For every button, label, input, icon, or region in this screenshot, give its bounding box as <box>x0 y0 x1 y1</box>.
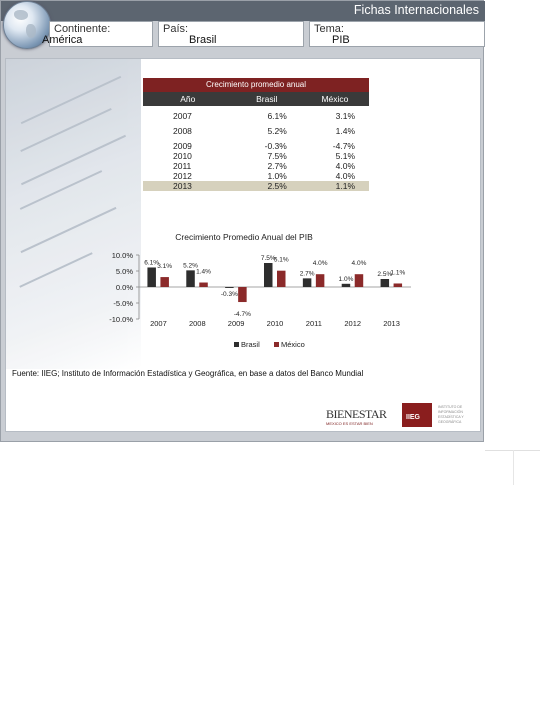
column-header: Año <box>143 92 233 106</box>
country-label: País: <box>163 23 189 35</box>
continent-field <box>42 21 153 47</box>
data-label: 6.1% <box>144 259 160 267</box>
table-cell: 2012 <box>173 171 192 181</box>
y-tick-label: 5.0% <box>115 267 133 276</box>
data-label: 1.1% <box>390 269 406 277</box>
bar-brasil-2008 <box>186 270 195 287</box>
gdp-growth-chart <box>6 59 481 359</box>
x-tick-label: 2011 <box>305 319 322 328</box>
x-tick-label: 2013 <box>383 319 400 328</box>
bar-méxico-2007 <box>160 277 169 287</box>
bar-brasil-2013 <box>381 279 390 287</box>
y-tick-label: -5.0% <box>113 299 133 308</box>
bar-méxico-2011 <box>316 274 325 287</box>
table-cell: 4.0% <box>335 161 355 171</box>
data-label: 5.2% <box>183 262 198 270</box>
table-cell: 2.5% <box>233 181 301 191</box>
iieg-logo-caption: INSTITUTO DE INFORMACIÓN ESTADÍSTICA Y GEOGRÁFICA <box>438 405 464 424</box>
country-value: Brasil <box>189 34 217 46</box>
legend-label: Brasil <box>241 340 260 349</box>
bienestar-logo: BIENESTAR <box>326 407 387 421</box>
y-tick-label: 10.0% <box>111 251 133 260</box>
bienestar-logo-tagline: MEXICO ES ESTAR BIEN <box>326 421 373 426</box>
source-note: Fuente: IIEG; Instituto de Información Estadística y Geográfica, en base a datos del Banco Mundial <box>12 369 364 378</box>
topic-label: Tema: <box>314 23 344 35</box>
table-cell: 6.1% <box>267 111 287 121</box>
table-cell: 1.4% <box>335 126 355 136</box>
bar-méxico-2012 <box>355 274 364 287</box>
divider <box>513 450 514 485</box>
data-label: 2.5% <box>377 271 393 278</box>
data-label: 7.5% <box>260 255 276 262</box>
legend-swatch <box>274 342 279 347</box>
table-cell: 4.0% <box>335 171 355 181</box>
x-tick-label: 2007 <box>150 319 167 328</box>
table-cell: -0.3% <box>264 141 287 151</box>
column-header: México <box>301 92 369 106</box>
table-cell: -4.7% <box>332 141 355 151</box>
column-header: Brasil <box>233 92 301 106</box>
bar-brasil-2010 <box>264 263 273 287</box>
y-tick-label: 0.0% <box>115 283 133 292</box>
topic-value: PIB <box>332 34 350 46</box>
data-label: -4.7% <box>233 311 251 319</box>
table-cell: 2009 <box>173 141 192 151</box>
table-cell: 7.5% <box>267 151 287 161</box>
bar-méxico-2008 <box>199 283 208 287</box>
iieg-logo-text: IIEG <box>406 414 421 421</box>
legend-swatch <box>234 342 239 347</box>
x-tick-label: 2008 <box>188 319 206 328</box>
table-caption: Crecimiento promedio anual <box>143 78 369 92</box>
table-cell: 2008 <box>173 126 192 136</box>
table-cell: 2011 <box>173 161 192 171</box>
x-tick-label: 2009 <box>227 319 245 328</box>
bar-méxico-2009 <box>238 287 247 302</box>
data-label: 1.4% <box>196 268 211 276</box>
continent-value: América <box>42 34 83 46</box>
bar-brasil-2009 <box>225 287 234 288</box>
chart-title: Crecimiento Promedio Anual del PIB <box>175 232 313 242</box>
x-tick-label: 2010 <box>266 319 284 328</box>
bar-brasil-2007 <box>147 267 156 287</box>
legend-label: México <box>281 340 305 349</box>
table-cell: 5.2% <box>267 126 287 136</box>
bar-méxico-2010 <box>277 271 286 287</box>
table-cell: 1.1% <box>301 181 369 191</box>
bar-brasil-2011 <box>303 278 312 287</box>
data-label: 4.0% <box>351 260 367 268</box>
table-cell: 3.1% <box>335 111 355 121</box>
y-tick-label: -10.0% <box>109 315 133 324</box>
table-cell: 2010 <box>173 151 192 161</box>
bar-brasil-2012 <box>342 284 351 287</box>
data-label: 1.0% <box>338 275 354 283</box>
title-bar <box>1 1 485 21</box>
data-label: 4.0% <box>312 260 328 268</box>
content-panel <box>5 58 481 432</box>
app-title: Fichas Internacionales <box>353 3 479 17</box>
continent-label: Continente: <box>54 23 111 35</box>
x-tick-label: 2012 <box>344 319 362 328</box>
data-label: 2.7% <box>299 270 315 278</box>
table-cell: 2.7% <box>267 161 287 171</box>
bar-méxico-2013 <box>394 283 403 287</box>
table-cell: 2007 <box>173 111 192 121</box>
topic-field <box>309 21 485 47</box>
country-field <box>158 21 304 47</box>
table-cell: 1.0% <box>267 171 287 181</box>
table-cell: 5.1% <box>335 151 355 161</box>
data-label: -0.3% <box>220 290 238 298</box>
data-label: 5.1% <box>273 256 289 264</box>
table-cell: 2013 <box>143 181 233 191</box>
data-label: 3.1% <box>157 263 173 271</box>
